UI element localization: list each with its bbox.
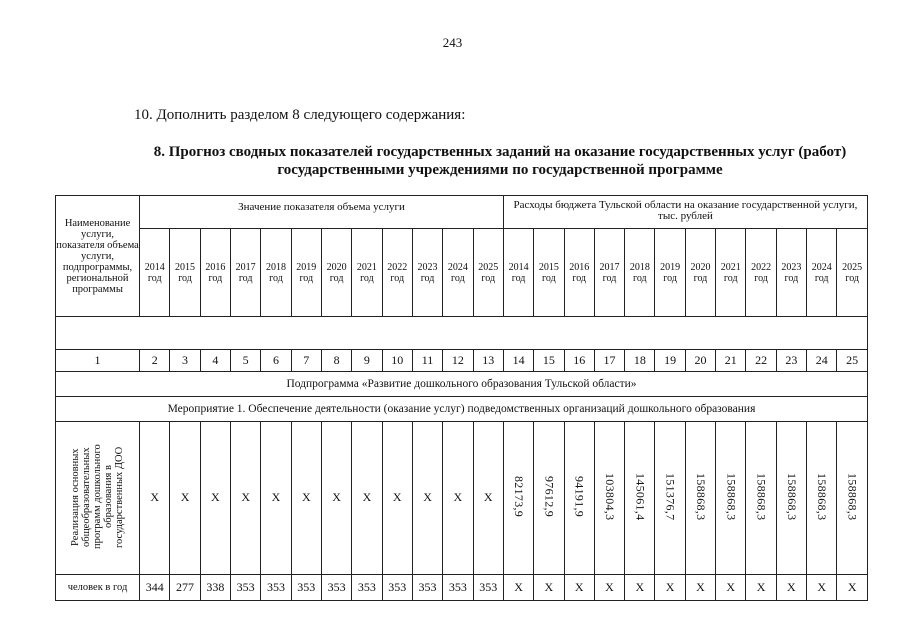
column-number-cell [382,350,412,372]
unit-cost: X [787,579,796,594]
service-cost-cell [807,422,837,575]
unit-label: человек в год [67,582,128,593]
column-numbers-row [56,350,868,372]
column-number: 11 [421,352,434,367]
year-header-cell [443,229,473,317]
service-cost-cell [655,422,685,575]
year-unit: год [693,272,708,284]
unit-cost-cell [807,575,837,601]
year-unit: год [784,272,799,284]
column-number: 17 [603,352,616,367]
service-value: X [332,490,341,504]
year-unit: год [632,272,647,284]
service-value: X [301,490,311,504]
column-number-cell [321,350,351,372]
year-label: 2016 [569,261,590,273]
unit-value-cell [200,575,230,601]
year-label: 2021 [720,261,741,273]
service-cost-cell [746,422,776,575]
year-label: 2015 [538,261,559,273]
year-label: 2020 [690,261,711,273]
service-value: X [180,490,190,504]
year-unit: год [845,272,859,284]
service-value: X [453,490,463,504]
year-header-cell [837,229,868,317]
service-value: X [392,490,402,504]
year-unit: год [723,272,738,284]
service-value-cell [412,422,442,575]
service-cost-cell [837,422,868,575]
unit-cost-cell [746,575,776,601]
service-value: X [483,490,493,504]
column-number: 19 [664,352,677,367]
column-number-cell [140,350,170,372]
year-label: 2016 [205,261,226,273]
year-header-cell [594,229,624,317]
column-number: 5 [242,352,249,367]
column-number-cell [655,350,685,372]
unit-value-cell [140,575,170,601]
unit-cost-cell [625,575,655,601]
year-unit: год [360,272,374,284]
service-cost: 103804,3 [603,472,617,521]
year-unit: год [481,272,496,284]
year-header-cell [473,229,503,317]
year-header-cell [716,229,746,317]
unit-cost: X [817,579,827,594]
service-name-cell [56,422,140,575]
year-label: 2024 [447,261,468,273]
year-unit: год [511,272,526,284]
year-unit: год [451,272,465,284]
column-number: 4 [212,352,219,367]
year-label: 2019 [660,261,681,273]
group1-header-cell [140,196,504,229]
measure-row [56,397,868,422]
year-unit: год [329,272,344,284]
service-cost-cell [534,422,564,575]
year-header-cell [685,229,715,317]
service-cost: 158868,3 [724,472,739,521]
column-number-cell [412,350,442,372]
col1-header-cell [56,196,140,317]
year-label: 2018 [629,261,650,273]
unit-value-cell [291,575,321,601]
year-unit: год [178,272,192,284]
year-header-cell [140,229,170,317]
unit-value-cell [352,575,382,601]
service-cost-cell [685,422,715,575]
year-unit: год [238,272,253,284]
column-number: 20 [694,352,707,367]
service-value-cell [140,422,170,575]
year-header-cell [352,229,382,317]
unit-cost: X [696,579,705,594]
service-cost: 158868,3 [784,472,799,521]
column-number: 1 [94,352,101,367]
year-header-cell [382,229,412,317]
column-number: 8 [333,352,340,367]
unit-cost: X [635,579,645,594]
year-unit: год [814,272,829,284]
service-value: X [241,490,250,504]
unit-cost-cell [534,575,564,601]
service-cost: 151376,7 [663,472,678,521]
year-label: 2019 [296,261,317,273]
year-unit: год [147,272,162,284]
year-header-cell [321,229,351,317]
service-cost: 158868,3 [815,472,830,521]
service-cost: 158868,3 [754,472,769,521]
year-label: 2023 [781,261,802,273]
column-number-cell [746,350,776,372]
unit-value-cell [170,575,200,601]
year-label: 2020 [326,261,347,273]
measure-cell [56,397,868,422]
unit-value-cell [382,575,412,601]
spacer-row [56,317,868,350]
year-header-cell [776,229,806,317]
column-number: 18 [633,352,646,367]
service-value-cell [200,422,230,575]
unit-value-cell [321,575,351,601]
year-header-cell [231,229,261,317]
unit-cost: X [574,579,584,594]
column-number: 15 [542,352,555,367]
column-number: 10 [391,352,404,367]
column-number-cell [625,350,655,372]
column-number: 7 [303,352,310,367]
year-header-cell [170,229,200,317]
unit-row [56,575,868,601]
unit-value: 353 [327,579,346,594]
year-unit: год [208,272,223,284]
unit-value: 353 [448,579,467,594]
year-header-cell [534,229,564,317]
year-label: 2015 [175,261,196,273]
section-title: 8. Прогноз сводных показателей государственных заданий на оказание государственных услуг (работ) государственными учреждениями по государственной программе [153,144,847,178]
header-row-years [56,229,868,317]
column-number: 14 [512,352,525,367]
year-label: 2017 [599,261,620,273]
column-number: 13 [482,352,495,367]
year-label: 2024 [811,261,832,273]
group1-header: Значение показателя объема услуги [238,201,405,213]
column-number-cell [503,350,533,372]
year-label: 2017 [235,261,256,273]
year-label: 2023 [417,261,438,273]
column-number-cell [807,350,837,372]
year-header-cell [655,229,685,317]
service-cost: 94191,9 [572,475,587,518]
service-cost: 145061,4 [633,472,648,521]
year-header-cell [261,229,291,317]
unit-cost: X [544,579,554,594]
spacer-cell [56,317,868,350]
year-unit: год [754,272,768,284]
service-value-cell [473,422,503,575]
year-unit: год [299,272,314,284]
year-header-cell [625,229,655,317]
col1-header: Наименование услуги, показателя объема услуги, подпрограммы, региональной программы [56,217,139,295]
indicators-table [55,195,868,601]
service-cost-cell [594,422,624,575]
year-label: 2025 [478,261,499,273]
service-cost: 82173,9 [512,475,527,518]
unit-cost: X [514,579,523,594]
column-number-cell [716,350,746,372]
column-number-cell [291,350,321,372]
year-unit: год [572,272,587,284]
measure-title: Мероприятие 1. Обеспечение деятельности (оказание услуг) подведомственных организаций дошкольного образования [167,402,756,415]
column-number: 3 [182,352,189,367]
year-header-cell [807,229,837,317]
service-value-cell [443,422,473,575]
column-number: 23 [785,352,798,367]
year-label: 2014 [508,261,529,273]
year-header-cell [503,229,533,317]
year-header-cell [564,229,594,317]
service-value: X [150,490,160,504]
service-value-cell [291,422,321,575]
service-value-cell [231,422,261,575]
service-cost-cell [503,422,533,575]
year-header-cell [291,229,321,317]
service-cost-cell [776,422,806,575]
page-number: 243 [442,35,463,50]
service-value-cell [170,422,200,575]
column-number-cell [564,350,594,372]
service-cost: 158868,3 [845,472,860,521]
year-header-cell [412,229,442,317]
service-value: X [211,490,220,504]
unit-value-cell [261,575,291,601]
column-number-cell [534,350,564,372]
column-number-cell [776,350,806,372]
unit-value: 338 [206,579,225,594]
service-cost: 97612,9 [542,475,557,518]
unit-cost: X [665,579,675,594]
group2-header-cell [503,196,867,229]
column-number-cell [170,350,200,372]
column-number-cell [200,350,230,372]
unit-cost-cell [503,575,533,601]
column-number: 2 [151,352,158,367]
service-cost-cell [564,422,594,575]
column-number: 6 [272,352,279,367]
column-number-cell [352,350,382,372]
column-number-cell [685,350,715,372]
year-label: 2025 [842,261,863,273]
column-number-cell [473,350,503,372]
service-value: X [362,490,372,504]
subprogram-row [56,372,868,397]
column-number: 22 [755,352,768,367]
column-number: 21 [724,352,737,367]
column-number-cell [594,350,624,372]
year-unit: год [420,272,435,284]
unit-value-cell [231,575,261,601]
unit-cost-cell [716,575,746,601]
year-unit: год [390,272,405,284]
year-unit: год [542,272,556,284]
unit-cost: X [726,579,736,594]
group2-header: Расходы бюджета Тульской области на оказание государственной услуги, тыс. рублей [513,199,858,222]
service-value: X [423,490,432,504]
unit-cost: X [847,579,857,594]
service-value-cell [382,422,412,575]
column-number-cell [56,350,140,372]
year-label: 2022 [387,261,408,273]
service-value-cell [352,422,382,575]
service-cost: 158868,3 [693,472,708,521]
service-value-cell [321,422,351,575]
unit-value: 353 [236,579,255,594]
unit-cost-cell [837,575,868,601]
subprogram-cell [56,372,868,397]
unit-value-cell [412,575,442,601]
service-row [56,422,868,575]
unit-label-cell [56,575,140,601]
column-number: 16 [573,352,586,367]
unit-cost-cell [685,575,715,601]
year-label: 2014 [144,261,165,273]
column-number-cell [231,350,261,372]
year-header-cell [200,229,230,317]
year-unit: год [602,272,617,284]
unit-cost-cell [655,575,685,601]
year-unit: год [269,272,283,284]
column-number-cell [837,350,868,372]
unit-value-cell [473,575,503,601]
unit-cost-cell [594,575,624,601]
service-value-cell [261,422,291,575]
unit-cost-cell [776,575,806,601]
subprogram-title: Подпрограмма «Развитие дошкольного образования Тульской области» [286,377,637,390]
intro-text: 10. Дополнить разделом 8 следующего содержания: [134,107,466,123]
year-label: 2018 [265,261,286,273]
column-number-cell [443,350,473,372]
column-number: 9 [363,352,370,367]
unit-value: 353 [266,579,285,594]
unit-value: 353 [479,579,498,594]
year-label: 2021 [356,261,377,273]
unit-value: 353 [357,579,376,594]
service-name: Реализация основных общеобразовательных программ дошкольного образования в государственных ДОО [70,444,126,549]
year-unit: год [663,272,677,284]
column-number: 25 [846,352,859,367]
year-label: 2022 [751,261,772,273]
unit-cost: X [605,579,614,594]
unit-value: 344 [145,579,164,594]
service-cost-cell [716,422,746,575]
column-number: 24 [815,352,828,367]
unit-value: 277 [176,579,195,594]
unit-cost: X [756,579,766,594]
unit-value: 353 [297,579,316,594]
column-number-cell [261,350,291,372]
service-value: X [271,490,281,504]
unit-value: 353 [388,579,407,594]
column-number: 12 [451,352,464,367]
unit-cost-cell [564,575,594,601]
service-cost-cell [625,422,655,575]
unit-value-cell [443,575,473,601]
unit-value: 353 [418,579,437,594]
year-header-cell [746,229,776,317]
header-row-groups [56,196,868,229]
